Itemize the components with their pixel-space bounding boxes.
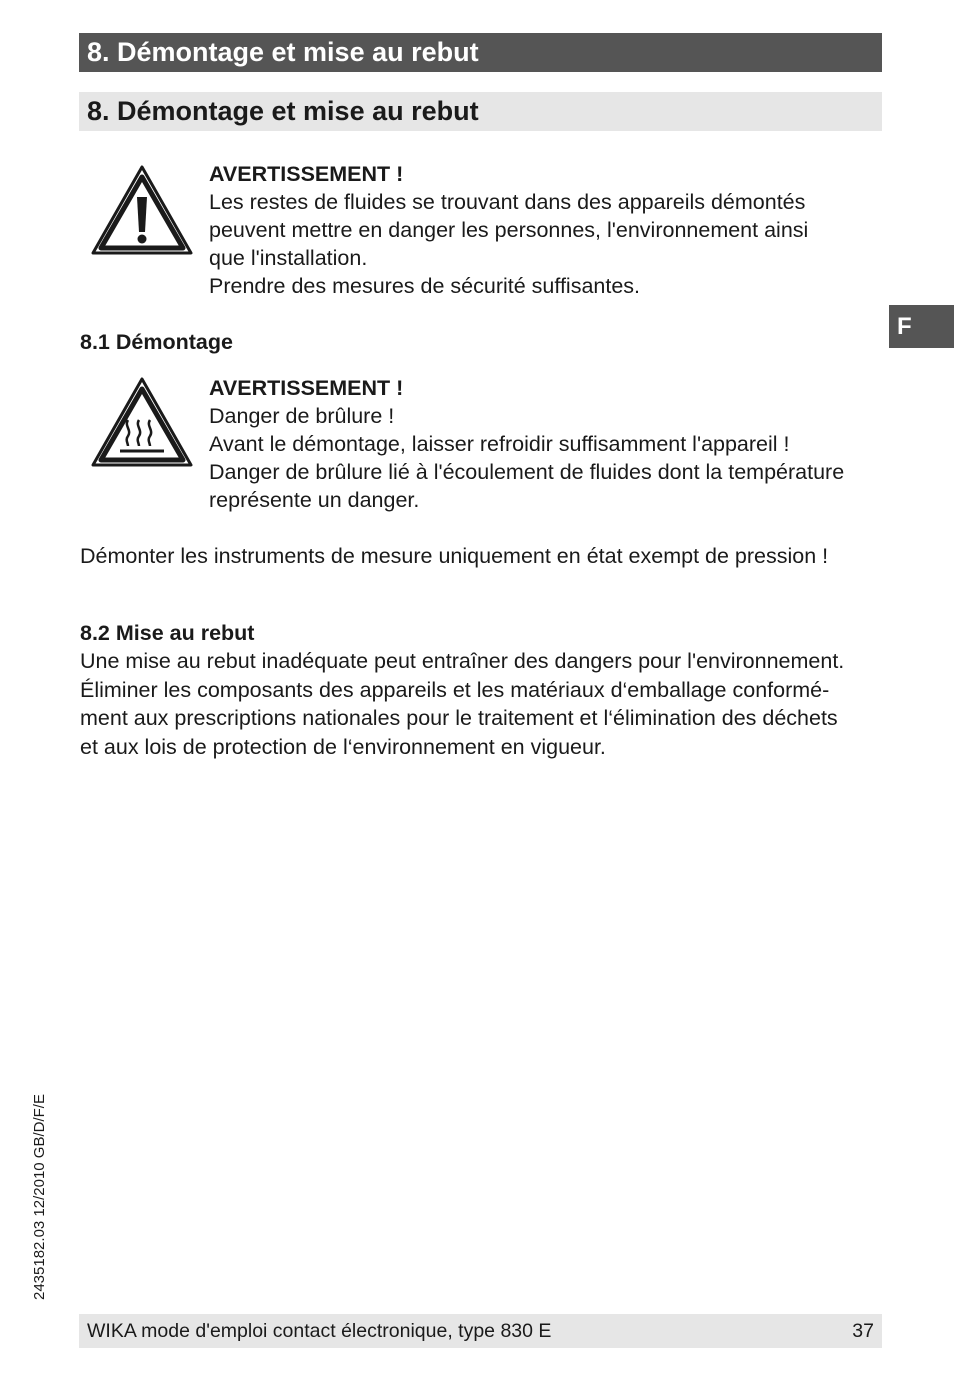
disposal-paragraph: [80, 647, 890, 761]
paragraph-line: Éliminer les composants des appareils et les matériaux d‘emballage conformé-: [80, 677, 830, 702]
hot-surface-warning-icon: [90, 376, 194, 468]
warning-text-line: Les restes de fluides se trouvant dans des appareils démontés: [209, 190, 806, 214]
paragraph-line: Démonter les instruments de mesure uniquement en état exempt de pression !: [80, 544, 829, 568]
warning-text-line: représente un danger.: [209, 488, 420, 512]
warning-text-line: que l'installation.: [209, 246, 368, 270]
paragraph-line: ment aux prescriptions nationales pour le traitement et l‘élimination des déchets: [80, 706, 838, 730]
subsection-heading-demontage: 8.1 Démontage: [80, 330, 233, 354]
running-header: 8. Démontage et mise au rebut: [79, 33, 882, 72]
section-title: 8. Démontage et mise au rebut: [79, 92, 882, 131]
page-footer: [79, 1314, 882, 1348]
paragraph-line: et aux lois de protection de l‘environnement en vigueur.: [80, 734, 606, 759]
warning-title: AVERTISSEMENT !: [209, 162, 404, 186]
warning-triangle-exclamation-icon: [90, 164, 194, 256]
paragraph-line: Une mise au rebut inadéquate peut entraîner des dangers pour l'environnement.: [80, 649, 845, 673]
page-number: 37: [852, 1320, 874, 1342]
subsection-heading-mise-au-rebut: 8.2 Mise au rebut: [80, 621, 255, 645]
warning-text-line: Prendre des mesures de sécurité suffisantes.: [209, 274, 641, 298]
warning-title: AVERTISSEMENT !: [209, 376, 404, 400]
warning-text-line: peuvent mettre en danger les personnes, l'environnement ainsi: [209, 218, 809, 242]
warning-block-residue: [209, 160, 889, 300]
footer-title: WIKA mode d'emploi contact électronique, type 830 E: [87, 1320, 552, 1342]
demontage-instruction: [80, 542, 890, 571]
language-tab: F: [889, 305, 954, 348]
warning-block-burn: [209, 374, 889, 514]
warning-text-line: Danger de brûlure !: [209, 404, 395, 428]
warning-text-line: Danger de brûlure lié à l'écoulement de fluides dont la température: [209, 460, 845, 484]
warning-text-line: Avant le démontage, laisser refroidir suffisamment l'appareil !: [209, 432, 790, 456]
document-code: 2435182.03 12/2010 GB/D/F/E: [31, 1094, 48, 1300]
